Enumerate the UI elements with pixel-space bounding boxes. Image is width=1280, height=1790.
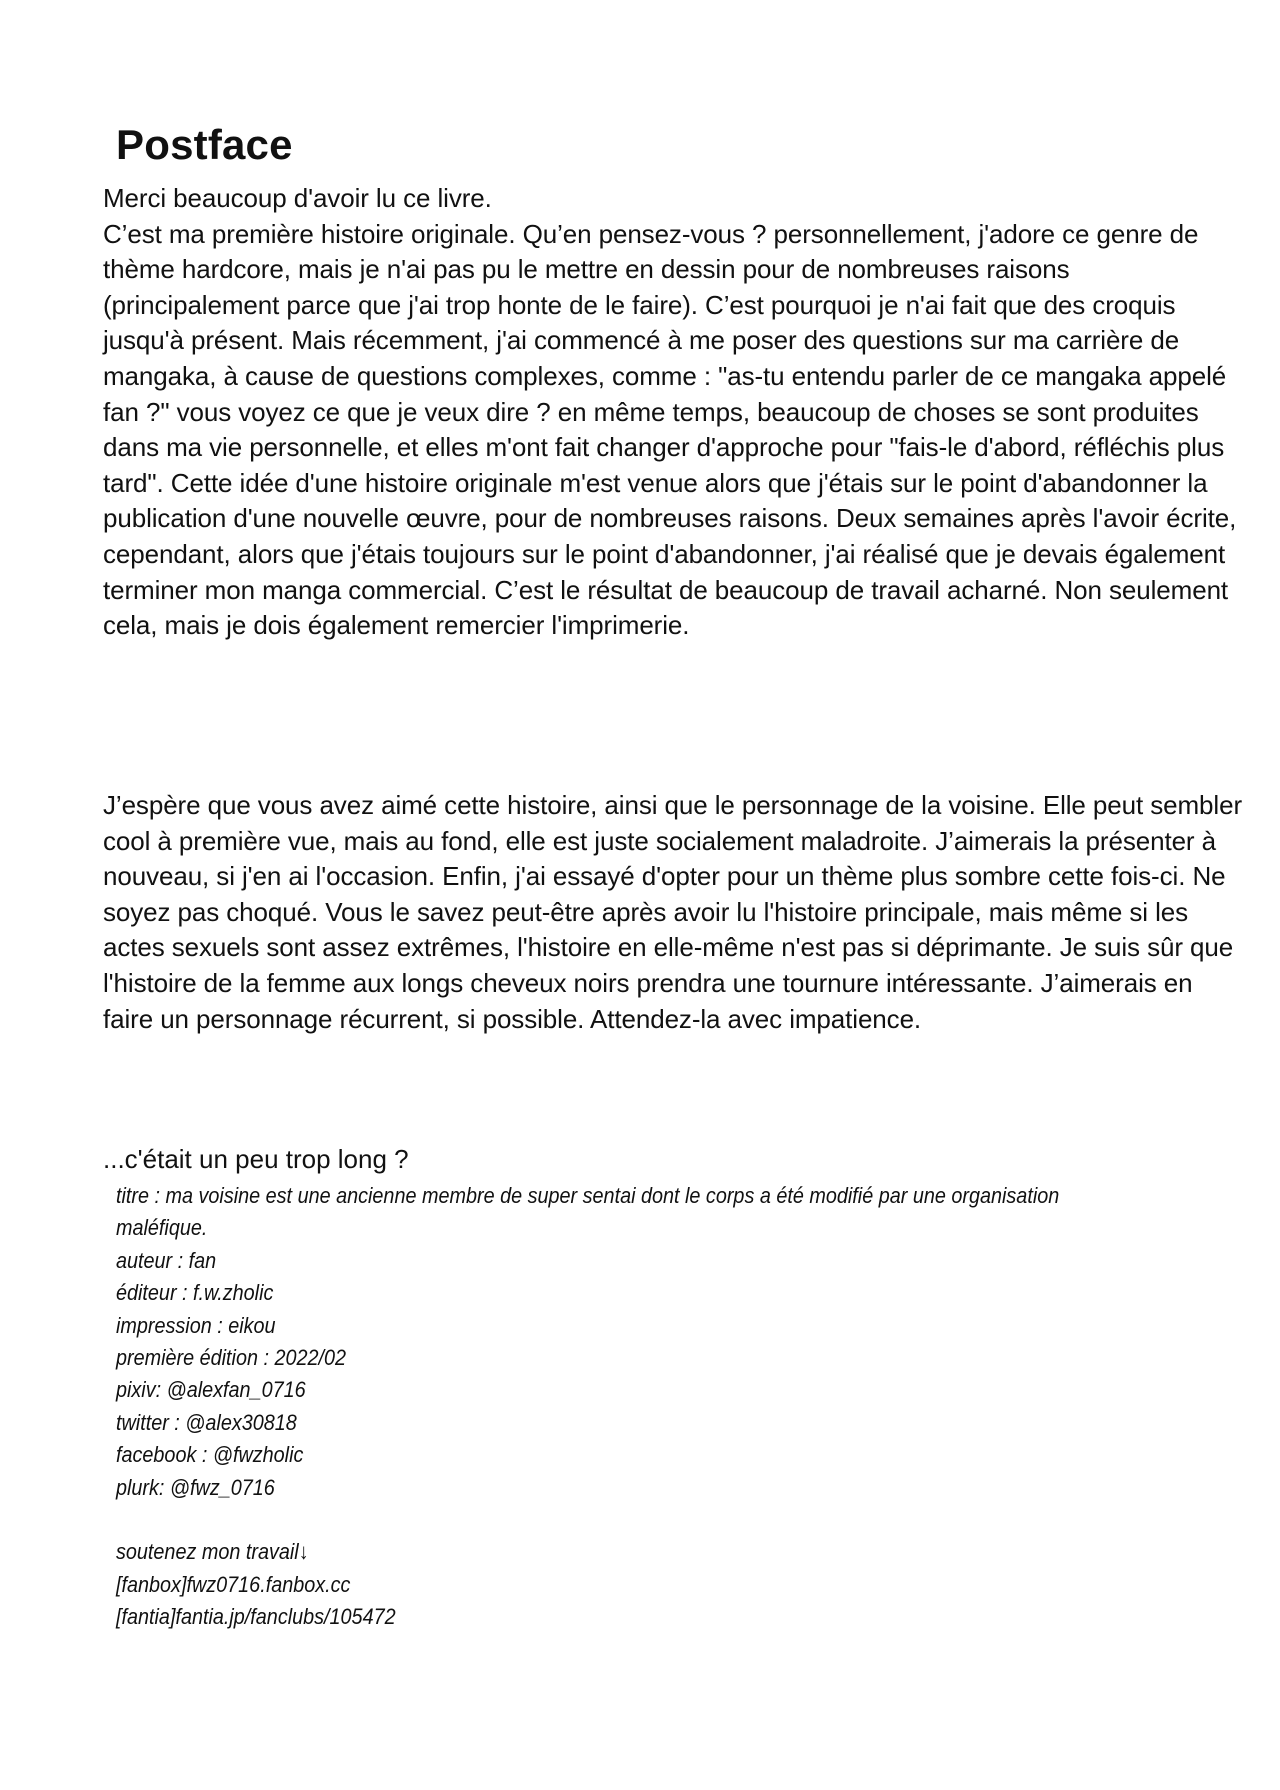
- credit-publisher: éditeur : f.w.zholic: [116, 1280, 274, 1306]
- credit-twitter: twitter : @alex30818: [116, 1409, 297, 1435]
- credit-printer: impression : eikou: [116, 1312, 276, 1338]
- spacer: [116, 1504, 1106, 1536]
- credit-first-edition: première édition : 2022/02: [116, 1345, 347, 1371]
- fantia-link: [fantia]fantia.jp/fanclubs/105472: [116, 1604, 396, 1630]
- paragraph-character: J’espère que vous avez aimé cette histoire, ainsi que le personnage de la voisine. Elle peut sembler cool à première vue, mais au fond, elle est juste socialement maladroite. J’aimerais la présenter à nouveau, si j'en ai l'occasion. Enfin, j'ai essayé d'opter pour un thème plus sombre cette fois-ci. Ne soyez pas choqué. Vous le savez peut-être après avoir lu l'histoire principale, mais même si les actes sexuels sont assez extrêmes, l'histoire en elle-même n'est pas si déprimante. Je suis sûr que l'histoire de la femme aux longs cheveux noirs prendra une tournure intéressante. J’aimerais en faire un personnage récurrent, si possible. Attendez-la avec impatience.: [103, 790, 1243, 1034]
- credit-facebook: facebook : @fwzholic: [116, 1442, 304, 1468]
- credit-pixiv: pixiv: @alexfan_0716: [116, 1377, 306, 1403]
- support-heading: soutenez mon travail↓: [116, 1539, 309, 1565]
- closing-line: ...c'était un peu trop long ?: [103, 1144, 409, 1174]
- thanks-body: C’est ma première histoire originale. Qu’en pensez-vous ? personnellement, j'adore ce genre de thème hardcore, mais je n'ai pas pu le mettre en dessin pour de nombreuses raisons (principalement parce que j'ai trop honte de le faire). C’est pourquoi je n'ai fait que des croquis jusqu'à présent. Mais récemment, j'ai commencé à me poser des questions sur ma carrière de mangaka, à cause de questions complexes, comme : "as-tu entendu parler de ce mangaka appelé fan ?" vous voyez ce que je veux dire ? en même temps, beaucoup de choses se sont produites dans ma vie personnelle, et elles m'ont fait changer d'approche pour "fais-le d'abord, réfléchis plus tard". Cette idée d'une histoire originale m'est venue alors que j'étais sur le point d'abandonner la publication d'une nouvelle œuvre, pour de nombreuses raisons. Deux semaines après l'avoir écrite, cependant, alors que j'étais toujours sur le point d'abandonner, j'ai réalisé que je devais également terminer mon manga commercial. C’est le résultat de beaucoup de travail acharné. Non seulement cela, mais je dois également remercier l'imprimerie.: [103, 218, 1237, 641]
- credit-title: titre : ma voisine est une ancienne membre de super sentai dont le corps a été modifié par une organisation maléfique.: [116, 1183, 1060, 1241]
- credit-plurk: plurk: @fwz_0716: [116, 1474, 275, 1500]
- credit-author: auteur : fan: [116, 1247, 217, 1273]
- fanbox-link: [fanbox]fwz0716.fanbox.cc: [116, 1571, 351, 1597]
- colophon: [116, 1180, 1106, 1634]
- paragraph-thanks: [103, 181, 1243, 644]
- thanks-line: Merci beaucoup d'avoir lu ce livre.: [103, 183, 492, 213]
- page-title: Postface: [116, 121, 293, 168]
